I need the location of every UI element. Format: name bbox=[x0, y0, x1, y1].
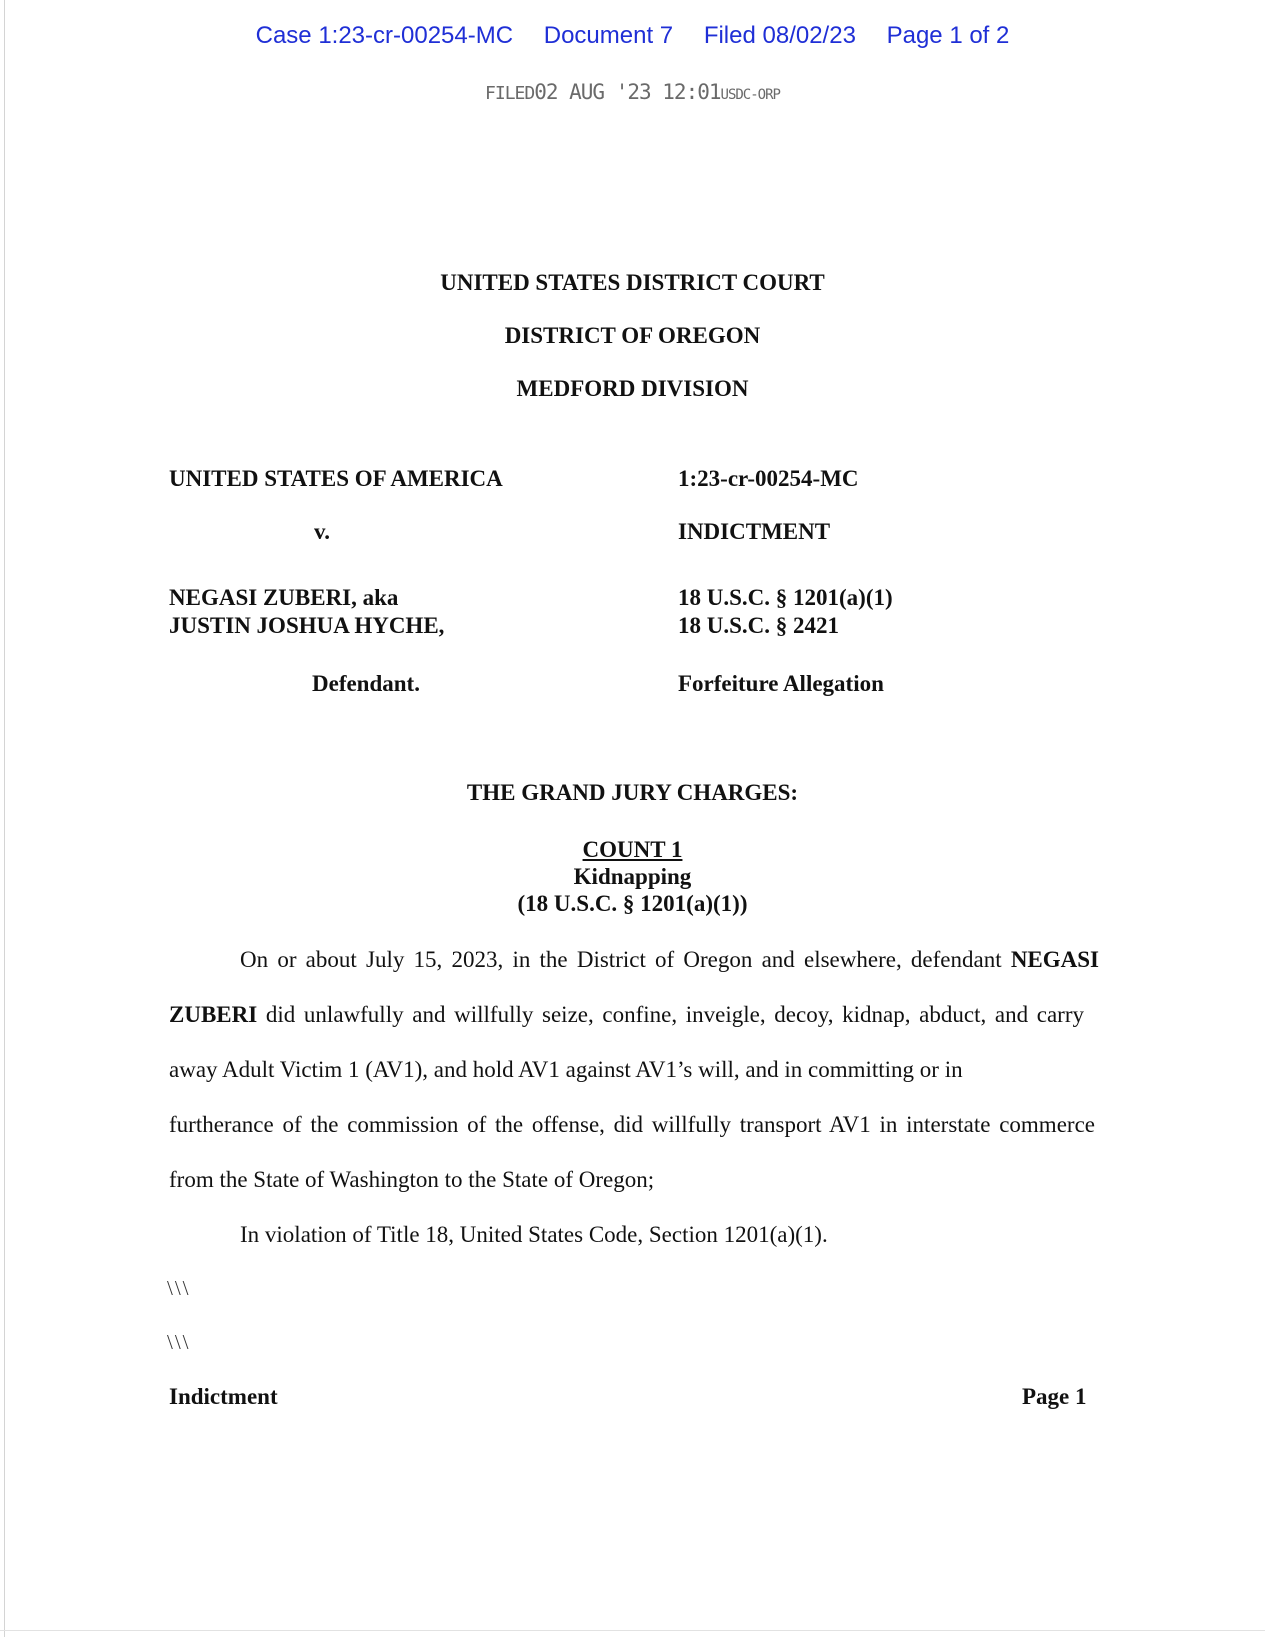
paragraph-line-2-text: did unlawfully and willfully seize, confine, inveigle, decoy, kidnap, abduct, and carry bbox=[265, 1002, 1084, 1027]
caption-document-type: INDICTMENT bbox=[678, 519, 831, 544]
continuation-mark: \\\ bbox=[167, 1276, 191, 1300]
caption-case-number: 1:23-cr-00254-MC bbox=[678, 466, 859, 491]
caption-defendant-name bbox=[169, 584, 444, 640]
count-statute: (18 U.S.C. § 1201(a)(1)) bbox=[517, 891, 748, 916]
ecf-header bbox=[0, 22, 1265, 50]
caption-versus: v. bbox=[314, 519, 330, 544]
court-division: MEDFORD DIVISION bbox=[516, 376, 749, 401]
caption-statutes bbox=[678, 584, 893, 640]
paragraph-line-5: from the State of Washington to the State of Oregon; bbox=[169, 1167, 655, 1192]
grand-jury-heading: THE GRAND JURY CHARGES: bbox=[466, 780, 799, 805]
paragraph-line-3: away Adult Victim 1 (AV1), and hold AV1 against AV1’s will, and in committing or in bbox=[169, 1057, 963, 1082]
defendant-name-bold-2: ZUBERI bbox=[169, 1002, 258, 1027]
paragraph-line-2 bbox=[169, 1001, 1084, 1029]
filing-stamp bbox=[0, 80, 1265, 104]
continuation-mark: \\\ bbox=[167, 1330, 191, 1354]
ecf-document-number: Document 7 bbox=[543, 22, 674, 49]
statute-line-2: 18 U.S.C. § 2421 bbox=[678, 613, 840, 638]
count-offense: Kidnapping bbox=[573, 864, 692, 889]
statute-line-1: 18 U.S.C. § 1201(a)(1) bbox=[678, 585, 893, 610]
court-name: UNITED STATES DISTRICT COURT bbox=[440, 270, 825, 295]
defendant-line-2: JUSTIN JOSHUA HYCHE, bbox=[169, 613, 445, 638]
court-district: DISTRICT OF OREGON bbox=[504, 323, 761, 348]
violation-statement: In violation of Title 18, United States Code, Section 1201(a)(1). bbox=[240, 1222, 828, 1247]
stamp-datetime: 02 AUG '23 12:01 bbox=[534, 80, 721, 104]
caption-defendant-label: Defendant. bbox=[312, 671, 420, 696]
caption-forfeiture: Forfeiture Allegation bbox=[678, 671, 884, 696]
paragraph-line-1 bbox=[240, 946, 1099, 974]
caption-plaintiff: UNITED STATES OF AMERICA bbox=[169, 466, 503, 491]
footer-page-number: Page 1 bbox=[1022, 1384, 1087, 1409]
ecf-page-count: Page 1 of 2 bbox=[886, 22, 1010, 49]
defendant-name-bold-1: NEGASI bbox=[1010, 947, 1100, 972]
ecf-filed-date: Filed 08/02/23 bbox=[703, 22, 856, 49]
ecf-case-number: Case 1:23-cr-00254-MC bbox=[255, 22, 514, 49]
paragraph-line-1-text: On or about July 15, 2023, in the District of Oregon and elsewhere, defendant bbox=[240, 947, 1002, 972]
count-title: COUNT 1 bbox=[582, 837, 683, 862]
stamp-prefix: FILED bbox=[485, 83, 535, 104]
page-edge-bottom bbox=[0, 1630, 1265, 1631]
defendant-line-1: NEGASI ZUBERI, aka bbox=[169, 585, 399, 610]
paragraph-line-4: furtherance of the commission of the offense, did willfully transport AV1 in interstate commerce bbox=[169, 1112, 1095, 1137]
count-heading bbox=[0, 836, 1265, 917]
footer-document-title: Indictment bbox=[169, 1384, 278, 1409]
stamp-court: USDC-ORP bbox=[720, 87, 780, 103]
page-edge-left bbox=[4, 0, 5, 1637]
